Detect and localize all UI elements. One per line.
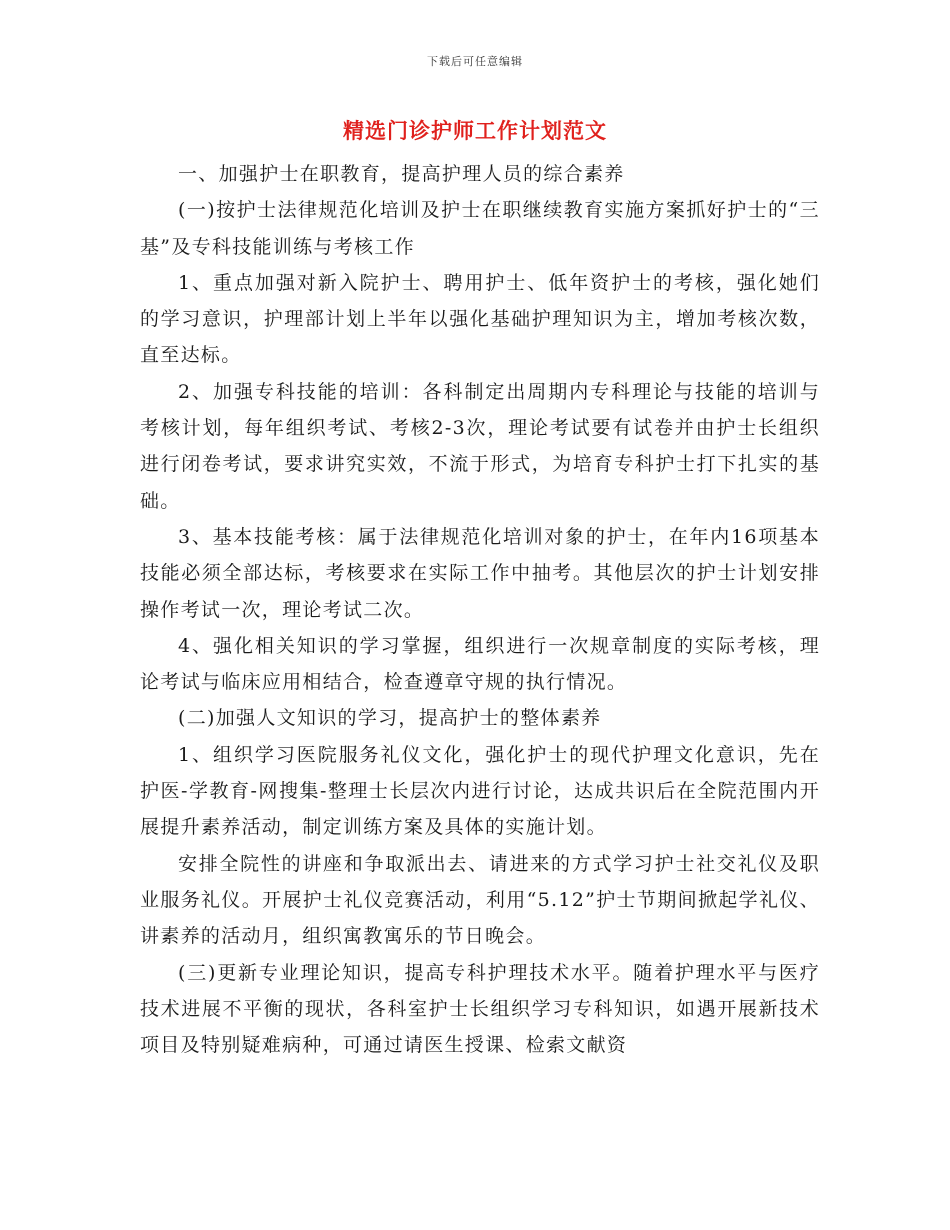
paragraph: 1、组织学习医院服务礼仪文化，强化护士的现代护理文化意识，先在护医-学教育-网搜集-整理士长层次内进行讨论，达成共识后在全院范围内开展提升素养活动，制定训练方案及具体的实施计划。 (140, 743, 820, 839)
document-body (140, 156, 820, 1063)
paragraph: (一)按护士法律规范化培训及护士在职继续教育实施方案抓好护士的“三基”及专科技能训练与考核工作 (140, 199, 820, 258)
paragraph: 安排全院性的讲座和争取派出去、请进来的方式学习护士社交礼仪及职业服务礼仪。开展护士礼仪竞赛活动，利用“5.12”护士节期间掀起学礼仪、讲素养的活动月，组织寓教寓乐的节日晚会。 (140, 852, 820, 948)
paragraph: 2、加强专科技能的培训：各科制定出周期内专科理论与技能的培训与考核计划，每年组织考试、考核2-3次，理论考试要有试卷并由护士长组织进行闭卷考试，要求讲究实效，不流于形式，为培育专科护士打下扎实的基础。 (140, 380, 820, 512)
paragraph: 1、重点加强对新入院护士、聘用护士、低年资护士的考核，强化她们的学习意识，护理部计划上半年以强化基础护理知识为主，增加考核次数，直至达标。 (140, 271, 820, 367)
paragraph: 3、基本技能考核：属于法律规范化培训对象的护士，在年内16项基本技能必须全部达标，考核要求在实际工作中抽考。其他层次的护士计划安排操作考试一次，理论考试二次。 (140, 525, 820, 621)
paragraph: 4、强化相关知识的学习掌握，组织进行一次规章制度的实际考核，理论考试与临床应用相结合，检查遵章守规的执行情况。 (140, 634, 820, 694)
header-note: 下载后可任意编辑 (427, 55, 523, 68)
document-title: 精选门诊护师工作计划范文 (343, 118, 607, 143)
paragraph: 一、加强护士在职教育，提高护理人员的综合素养 (178, 163, 625, 185)
paragraph: (二)加强人文知识的学习，提高护士的整体素养 (178, 707, 602, 730)
paragraph: (三)更新专业理论知识，提高专科护理技术水平。随着护理水平与医疗技术进展不平衡的现状，各科室护士长组织学习专科知识，如遇开展新技术项目及特别疑难病种，可通过请医生授课、检索文献资 (140, 961, 820, 1057)
